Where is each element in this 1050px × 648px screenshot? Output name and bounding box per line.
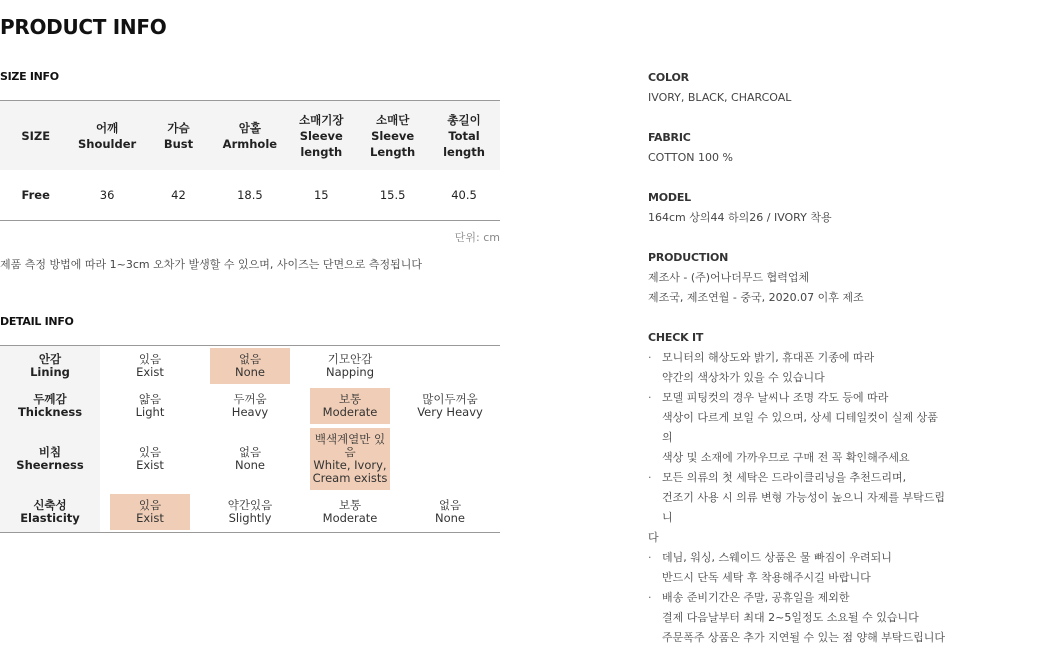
detail-row-thickness xyxy=(0,386,500,426)
production-line: 제조국, 제조연월 - 중국, 2020.07 이후 제조 xyxy=(648,291,864,304)
size-col-size: SIZE xyxy=(21,128,51,143)
color-block xyxy=(648,68,791,108)
detail-option: 없음 None xyxy=(234,445,265,472)
size-cell: 15.5 xyxy=(379,188,406,202)
size-col-sleeve-length: 소매기장 Sleeve length xyxy=(299,112,344,159)
color-label: COLOR xyxy=(648,71,689,84)
detail-info-heading: DETAIL INFO xyxy=(0,315,74,328)
size-table-header xyxy=(0,101,500,170)
size-note: 제품 측정 방법에 따라 1~3cm 오차가 발생할 수 있으며, 사이즈는 단면으로 측정됩니다 xyxy=(0,258,422,271)
page-title: PRODUCT INFO xyxy=(0,15,167,39)
detail-option: 기모안감 Napping xyxy=(325,352,375,379)
detail-table xyxy=(0,345,500,533)
size-cell: Free xyxy=(21,188,50,202)
detail-option-selected: 보통 Moderate xyxy=(310,388,390,424)
detail-label: 안감 Lining xyxy=(0,346,100,386)
detail-option: 없음 None xyxy=(434,498,465,525)
list-item: · 데님, 워싱, 스웨이드 상품은 물 빠짐이 우려되니 반드시 단독 세탁 후 착용해주시길 바랍니다 xyxy=(648,548,948,588)
fabric-label: FABRIC xyxy=(648,131,691,144)
size-table xyxy=(0,100,500,221)
list-item: · 모델 피팅컷의 경우 날씨나 조명 각도 등에 따라 색상이 다르게 보일 수 있으며, 상세 디테일컷이 실제 상품의 색상 및 소재에 가까우므로 구매 전 꼭 확인해주세요 xyxy=(648,388,948,468)
detail-option-selected: 없음 None xyxy=(210,348,290,384)
size-col-sleeve-cuff: 소매단 Sleeve Length xyxy=(370,112,416,159)
detail-row-lining xyxy=(0,346,500,386)
size-cell: 18.5 xyxy=(237,188,263,202)
table-row xyxy=(0,170,500,220)
detail-row-elasticity xyxy=(0,492,500,532)
fabric-value: COTTON 100 % xyxy=(648,151,733,164)
check-block xyxy=(648,328,948,648)
detail-option-selected: 있음 Exist xyxy=(110,494,190,530)
detail-option: 얇음 Light xyxy=(135,392,165,419)
list-item: · 모든 의류의 첫 세탁은 드라이클리닝을 추천드리며, 건조기 사용 시 의류 변형 가능성이 높으니 자제를 부탁드립니 다 xyxy=(648,468,948,548)
size-cell: 15 xyxy=(313,188,329,202)
size-cell: 40.5 xyxy=(451,188,477,202)
check-list xyxy=(648,348,948,648)
list-item: · 배송 준비기간은 주말, 공휴일을 제외한 결제 다음날부터 최대 2~5일정도 소요될 수 있습니다 주문폭주 상품은 추가 지연될 수 있는 점 양해 부탁드립니다 xyxy=(648,588,948,648)
production-block xyxy=(648,248,864,308)
detail-option: 약간있음 Slightly xyxy=(227,498,273,525)
list-item: · 모니터의 해상도와 밝기, 휴대폰 기종에 따라 약간의 색상차가 있을 수 있습니다 xyxy=(648,348,948,388)
detail-label: 신축성 Elasticity xyxy=(0,492,100,532)
fabric-block xyxy=(648,128,733,168)
production-label: PRODUCTION xyxy=(648,251,729,264)
size-unit: 단위: cm xyxy=(454,231,500,244)
production-line: 제조사 - (주)어나더무드 협력업체 xyxy=(648,271,810,284)
check-label: CHECK IT xyxy=(648,331,704,344)
size-col-bust: 가슴 Bust xyxy=(163,120,194,151)
detail-option: 보통 Moderate xyxy=(322,498,378,525)
detail-label: 비침 Sheerness xyxy=(0,426,100,492)
model-block xyxy=(648,188,832,228)
size-cell: 36 xyxy=(99,188,115,202)
detail-option: 있음 Exist xyxy=(136,352,164,379)
size-cell: 42 xyxy=(171,188,186,202)
detail-row-sheerness xyxy=(0,426,500,492)
color-value: IVORY, BLACK, CHARCOAL xyxy=(648,91,792,104)
size-info-heading: SIZE INFO xyxy=(0,70,59,83)
size-col-total-length: 총길이 Total length xyxy=(443,112,485,159)
detail-option: 많이두꺼움 Very Heavy xyxy=(417,392,483,419)
size-col-armhole: 암홀 Armhole xyxy=(222,120,278,151)
model-value: 164cm 상의44 하의26 / IVORY 착용 xyxy=(648,211,832,224)
detail-option: 두꺼움 Heavy xyxy=(231,392,269,419)
detail-option-selected: 백색계열만 있음 White, Ivory, Cream exists xyxy=(310,428,390,490)
detail-option: 있음 Exist xyxy=(136,445,164,472)
size-col-shoulder: 어깨 Shoulder xyxy=(77,120,137,151)
model-label: MODEL xyxy=(648,191,691,204)
detail-label: 두께감 Thickness xyxy=(0,386,100,426)
